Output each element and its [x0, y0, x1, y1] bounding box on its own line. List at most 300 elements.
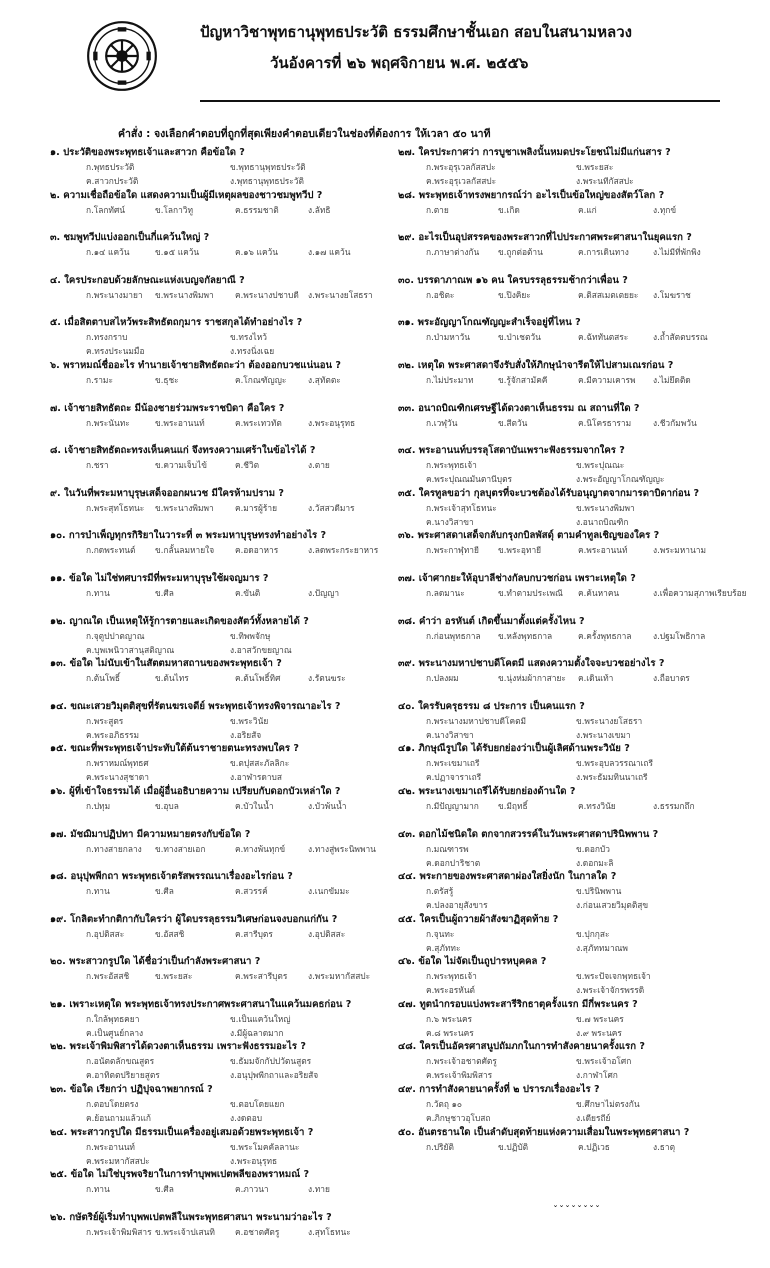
- question-text: ๔๓. ดอกไม้ชนิดใด ตกจากสวรรค์ในวันพระศาสดาปรินิพพาน ?: [398, 828, 659, 840]
- answer-choice[interactable]: ง.พระอัญญาโกณฑัญญะ: [576, 474, 665, 485]
- answer-choice[interactable]: ง.ทาย: [308, 1184, 330, 1195]
- answer-choice[interactable]: ข.หลังพุทธกาล: [498, 630, 553, 641]
- question-text: ๑๙. โกลิตะทำกติกากับใครว่า ผู้ใดบรรลุธรรมวิเศษก่อนจงบอกแก่กัน ?: [50, 913, 338, 925]
- answer-choice[interactable]: ข.ทำตามประเพณี: [498, 587, 563, 598]
- answer-choice[interactable]: ก.ชรา: [86, 460, 109, 471]
- answer-choices: [50, 1012, 390, 1040]
- question-item: [398, 615, 733, 658]
- answer-choice[interactable]: ก.พระพุทธเจ้า: [426, 971, 477, 982]
- answer-choice[interactable]: ง.งดตอบ: [230, 1113, 263, 1124]
- answer-choice[interactable]: ข.นุ่งห่มผ้ากาสายะ: [498, 673, 566, 684]
- answer-choice[interactable]: ง.อริยสัจ: [230, 729, 262, 740]
- answer-choice[interactable]: ง.เนกขัมมะ: [308, 886, 350, 897]
- answer-choice[interactable]: ง.ไม่มีที่พักพิง: [653, 247, 701, 258]
- answer-choice[interactable]: ง.ลดพระกระยาหาร: [308, 545, 379, 556]
- answer-choices: [50, 671, 390, 699]
- answer-choice[interactable]: ก.พระกาฬุทายี: [426, 545, 479, 556]
- answer-choice[interactable]: ข.อัสสชิ: [155, 928, 185, 939]
- answer-choice[interactable]: ก.ภาษาต่างกัน: [426, 247, 480, 258]
- question-text: ๑๒. ญาณใด เป็นเหตุให้รู้การตายและเกิดของสัตว์ทั้งหลายได้ ?: [50, 615, 309, 627]
- instruction-text: คำสั่ง : จงเลือกคำตอบที่ถูกที่สุดเพียงคำตอบเดียวในช่องที่ต้องการ ให้เวลา ๕๐ นาที: [118, 128, 491, 140]
- answer-choice[interactable]: ข.ธัมมจักกัปปวัตนสูตร: [230, 1056, 312, 1067]
- answer-choice[interactable]: ง.ลัทธิ: [308, 204, 331, 215]
- end-mark: ˇˇˇˇˇˇˇˇ: [553, 1205, 601, 1216]
- answer-choice[interactable]: ค.แก่: [578, 204, 597, 215]
- answer-choice[interactable]: ง.ถือบาตร: [653, 673, 690, 684]
- answer-choice[interactable]: ง.กาฬาโศก: [576, 1070, 618, 1081]
- question-text: ๓๕. ใครทูลขอว่า กุลบุตรที่จะบวชต้องได้รับอนุญาตจากมารดาบิดาก่อน ?: [398, 487, 700, 499]
- answer-choices: [398, 842, 733, 870]
- answer-choice[interactable]: ค.นางวิสาขา: [426, 516, 474, 527]
- answer-choice[interactable]: ง.อาฬารดาบส: [230, 772, 282, 783]
- question-item: [398, 700, 733, 743]
- answer-choices: [398, 203, 733, 231]
- answer-choice[interactable]: ก.พระอัสสชิ: [86, 971, 130, 982]
- answer-choice[interactable]: ก.พราหมณ์พุทธศ: [86, 758, 149, 769]
- answer-choice[interactable]: ค.พระอภิธรรม: [86, 729, 139, 740]
- answer-choice[interactable]: ข.เกิด: [498, 204, 520, 215]
- question-item: [50, 1211, 390, 1254]
- answer-choice[interactable]: ข.ธุชะ: [155, 374, 179, 385]
- answer-choice[interactable]: ง.อาสวักขยญาณ: [230, 644, 292, 655]
- answer-choice[interactable]: ก.โลกทัศน์: [86, 204, 125, 215]
- answer-choice[interactable]: ค.ชีวิต: [235, 460, 260, 471]
- answer-choices: [398, 1097, 733, 1125]
- answer-choice[interactable]: ง.พระนางยโสธรา: [308, 289, 373, 300]
- answer-choice[interactable]: ง.ธรรมกถึก: [653, 800, 695, 811]
- answer-choice[interactable]: ง.ชีวกัมพวัน: [653, 417, 697, 428]
- answer-choice[interactable]: ค.สารีบุตร: [235, 928, 273, 939]
- exam-title: ปัญหาวิชาพุทธานุพุทธประวัติ ธรรมศึกษาชั้นเอก สอบในสนามหลวง: [200, 23, 632, 41]
- answer-choice[interactable]: ข.ปิงคิยะ: [498, 289, 531, 300]
- question-item: [50, 487, 390, 530]
- answer-choice[interactable]: ง.ทุกข์: [653, 204, 677, 215]
- question-text: ๖. พราหมณ์ชื่ออะไร ทำนายเจ้าชายสิทธัตถะว่า ต้องออกบวชแน่นอน ?: [50, 359, 341, 371]
- question-item: [50, 402, 390, 445]
- answer-choices: [50, 1054, 390, 1082]
- answer-choice[interactable]: ก.ต้นโพธิ์: [86, 673, 121, 684]
- answer-choice[interactable]: ก.พระนางมายา: [86, 289, 143, 300]
- answer-choice[interactable]: ค.ภิกษุชาวอุโบสถ: [426, 1113, 491, 1124]
- answer-choices: [50, 714, 390, 742]
- answer-choice[interactable]: ข.เป็นแคว้นใหญ่: [230, 1013, 291, 1024]
- question-text: ๓๐. บรรดาภาณพ ๑๖ คน ใครบรรลุธรรมช้ากว่าเพื่อน ?: [398, 274, 628, 286]
- answer-choice[interactable]: ก.พระอานนท์: [86, 1141, 135, 1152]
- question-item: [398, 316, 733, 359]
- answer-choice[interactable]: ก.พระสูตร: [86, 715, 124, 726]
- answer-choices: [398, 586, 747, 614]
- question-item: [398, 402, 733, 445]
- answer-choice[interactable]: ข.พระเจ้าอโศก: [576, 1056, 632, 1067]
- answer-choice[interactable]: ก.อนัตตลักขณสูตร: [86, 1056, 155, 1067]
- answer-choice[interactable]: ก.ทางสายกลาง: [86, 843, 142, 854]
- question-item: [398, 1040, 733, 1083]
- answer-choice[interactable]: ง.ธาตุ: [653, 1141, 676, 1152]
- answer-choice[interactable]: ก.ปทุม: [86, 800, 111, 811]
- question-item: [50, 785, 390, 828]
- answer-choice[interactable]: ค.ขันติ: [235, 587, 261, 598]
- answer-choices: [398, 671, 733, 699]
- answer-choice[interactable]: ง.รัตนฆระ: [308, 673, 346, 684]
- question-item: [398, 572, 747, 615]
- answer-choice[interactable]: ค.อชาตศัตรู: [235, 1226, 280, 1237]
- answer-choice[interactable]: ข.มีฤทธิ์: [498, 800, 528, 811]
- answer-choices: [50, 799, 390, 827]
- answer-choice[interactable]: ข.ทิพพจักษุ: [230, 630, 271, 641]
- answer-choice[interactable]: ง.พุทธานุพุทธประวัติ: [230, 176, 304, 186]
- question-text: ๓๓. อนาถบิณฑิกเศรษฐีได้ดวงตาเห็นธรรม ณ สถานที่ใด ?: [398, 402, 640, 414]
- answer-choice[interactable]: ค.บุพเพนิวาสานุสติญาณ: [86, 644, 175, 655]
- answer-choice[interactable]: ง.ดอกมะลิ: [576, 857, 614, 868]
- answer-choice[interactable]: ข.ปุกกุสะ: [576, 928, 610, 939]
- answer-choice[interactable]: ง.เดียรถีย์: [576, 1113, 611, 1124]
- answer-choice[interactable]: ก.ทาน: [86, 587, 110, 598]
- answer-choice[interactable]: ข.ทางสายเอก: [155, 843, 206, 854]
- answer-choices: [398, 799, 733, 827]
- dharma-wheel-seal-icon: [86, 20, 158, 92]
- answer-choice[interactable]: ก.ทาน: [86, 1184, 110, 1195]
- answer-choice[interactable]: ค.มีความเคารพ: [578, 374, 636, 385]
- answer-choices: [398, 330, 733, 358]
- answer-choice[interactable]: ข.พระยสะ: [155, 971, 193, 982]
- question-item: [398, 487, 733, 530]
- answer-choice[interactable]: ง.พระอนุรุทธ: [308, 417, 356, 428]
- answer-choice[interactable]: ข.พระยสะ: [576, 162, 614, 172]
- answer-choices: [50, 756, 390, 784]
- answer-choice[interactable]: ข.พระอานนท์: [155, 417, 205, 428]
- answer-choice[interactable]: ง.พระอนุรุทธ: [230, 1155, 278, 1166]
- answer-choice[interactable]: ข.พระนางพิมพา: [576, 502, 635, 513]
- answer-choice[interactable]: ข.ปรินิพพาน: [576, 886, 622, 897]
- answer-choice[interactable]: ก.ตรัสรู้: [426, 886, 454, 897]
- answer-choice[interactable]: ค.ธรรมชาติ: [235, 204, 279, 215]
- answer-choice[interactable]: ค.ภาวนา: [235, 1184, 269, 1195]
- exam-date: วันอังคารที่ ๒๖ พฤศจิกายน พ.ศ. ๒๕๕๖: [270, 54, 529, 72]
- answer-choice[interactable]: ค.นางวิสาขา: [426, 729, 474, 740]
- answer-choice[interactable]: ง.โมฆราช: [653, 289, 691, 300]
- answer-choices: [50, 629, 390, 657]
- answer-choice[interactable]: ง.๙ พระนคร: [576, 1027, 622, 1038]
- question-item: [398, 870, 733, 913]
- question-text: ๔. ใครประกอบด้วยลักษณะแห่งเบญจกัลยาณี ?: [50, 274, 245, 286]
- answer-choice[interactable]: ค.อาทิตตปริยายสูตร: [86, 1070, 160, 1081]
- answer-choice[interactable]: ค.ปลงอายุสังขาร: [426, 900, 488, 911]
- answer-choice[interactable]: ก.๑๔ แคว้น: [86, 247, 130, 258]
- answer-choice[interactable]: ค.การเดินทาง: [578, 247, 629, 258]
- answer-choice[interactable]: ข.สีตวัน: [498, 417, 528, 428]
- answer-choice[interactable]: ค.พระนางสุชาดา: [86, 772, 149, 783]
- answer-choice[interactable]: ก.ลดมานะ: [426, 587, 465, 598]
- question-text: ๒. ความเชื่อถือข้อใด แสดงความเป็นผู้มีเหตุผลของชาวชมพูทวีป ?: [50, 189, 323, 201]
- answer-choice[interactable]: ข.ตปุสสะภัลลิกะ: [230, 758, 290, 769]
- answer-choices: [398, 458, 733, 486]
- question-item: [50, 700, 390, 743]
- answer-choice[interactable]: ก.พระนันทะ: [86, 417, 130, 428]
- answer-choice[interactable]: ค.พระอุรุเวลกัสสปะ: [426, 176, 497, 186]
- answer-choice[interactable]: ง.ปฐมโพธิกาล: [653, 630, 706, 641]
- answer-choice[interactable]: ข.ต้นไทร: [155, 673, 189, 684]
- answer-choice[interactable]: ก.กดพระทนต์: [86, 545, 136, 556]
- answer-choice[interactable]: ข.ความเจ็บไข้: [155, 460, 207, 471]
- answer-choice[interactable]: ง.ทางสู่พระนิพพาน: [308, 843, 376, 854]
- answer-choices: [50, 543, 390, 571]
- question-text: ๔๐. ใครรับครุธรรม ๘ ประการ เป็นคนแรก ?: [398, 700, 585, 712]
- question-item: [50, 1083, 390, 1126]
- answer-choice[interactable]: ค.๘ พระนคร: [426, 1027, 474, 1038]
- answer-choices: [50, 1182, 390, 1210]
- answer-choice[interactable]: ข.๑๕ แคว้น: [155, 247, 200, 258]
- question-item: [398, 955, 733, 998]
- answer-choice[interactable]: ง.สุภัททมาณพ: [576, 942, 628, 953]
- question-text: ๒๐. พระสาวกรูปใด ได้ชื่อว่าเป็นกำลังพระศาสนา ?: [50, 956, 261, 968]
- question-text: ๒๖. กษัตริย์ผู้เริ่มทำบุพพเปตพลีในพระพุทธศาสนา พระนามว่าอะไร ?: [50, 1211, 332, 1223]
- answer-choice[interactable]: ข.ป่าเชตวัน: [498, 332, 541, 343]
- answer-choice[interactable]: ก.ทาน: [86, 886, 110, 897]
- answer-choice[interactable]: ค.ติสสเมตเตยยะ: [578, 289, 639, 300]
- answer-choice[interactable]: ข.พระปัจเจกพุทธเจ้า: [576, 971, 651, 982]
- answer-choice[interactable]: ค.พระอานนท์: [578, 545, 628, 556]
- question-text: ๓๘. คำว่า อรหันต์ เกิดขึ้นมาตั้งแต่ครั้งไหน ?: [398, 615, 585, 627]
- question-text: ๒๑. เพราะเหตุใด พระพุทธเจ้าทรงประกาศพระศาสนาในแคว้นมคธก่อน ?: [50, 998, 352, 1010]
- answer-choice[interactable]: ค.เดินเท้า: [578, 673, 614, 684]
- answer-choice[interactable]: ข.ศีล: [155, 1184, 174, 1195]
- question-text: ๗. เจ้าชายสิทธัตถะ มีน้องชายร่วมพระราชบิดา คือใคร ?: [50, 402, 285, 414]
- answer-choice[interactable]: ง.ปัญญา: [308, 587, 340, 598]
- question-text: ๒๗. ใครประกาศว่า การบูชาเพลิงนั้นหมดประโยชน์ไม่มีแก่นสาร ?: [398, 147, 671, 158]
- answer-choice[interactable]: ง.บัวพ้นน้ำ: [308, 800, 347, 811]
- question-text: ๑๖. ผู้ที่เข้าใจธรรมได้ เมื่อผู้อื่นอธิบายความ เปรียบกับดอกบัวเหล่าใด ?: [50, 785, 341, 797]
- question-text: ๓๗. เจ้าศากยะให้อุบาลีช่างกัลบกบวชก่อน เพราะเหตุใด ?: [398, 572, 636, 584]
- answer-choice[interactable]: ก.ใกล้พุทธคยา: [86, 1013, 140, 1024]
- answer-choice[interactable]: ง.๑๗ แคว้น: [308, 247, 351, 258]
- question-item: [50, 359, 390, 402]
- answer-choice[interactable]: ข.พระนางพิมพา: [155, 289, 214, 300]
- question-item: [50, 1126, 390, 1169]
- answer-choice[interactable]: ข.ศึกษาไม่ตรงกัน: [576, 1099, 640, 1110]
- question-item: [50, 870, 390, 913]
- answer-choice[interactable]: ก.๖ พระนคร: [426, 1013, 473, 1024]
- question-text: ๔๕. ใครเป็นผู้ถวายผ้าสังฆาฏิสุดท้าย ?: [398, 913, 559, 925]
- question-text: ๑๑. ข้อใด ไม่ใช่ทศบารมีที่พระมหาบุรุษใช้ผจญมาร ?: [50, 572, 269, 584]
- answer-choice[interactable]: ค.สุภัททะ: [426, 942, 461, 953]
- question-text: ๑๓. ข้อใด ไม่นับเข้าในสัตตมหาสถานของพระพุทธเจ้า ?: [50, 658, 282, 670]
- question-item: [398, 913, 733, 956]
- answer-choice[interactable]: ข.โลกาวิทู: [155, 204, 194, 215]
- answer-choice[interactable]: ค.ทรงวินัย: [578, 800, 616, 811]
- answer-choice[interactable]: ค.เป็นศูนย์กลาง: [86, 1027, 144, 1038]
- question-text: ๑๐. การบำเพ็ญทุกรกิริยาในวาระที่ ๓ พระมหาบุรุษทรงทำอย่างไร ?: [50, 530, 327, 542]
- answer-choice[interactable]: ก.ไม่ประมาท: [426, 374, 474, 385]
- answer-choice[interactable]: ค.ปฏาจาราเถรี: [426, 772, 482, 783]
- question-item: [398, 742, 733, 785]
- answer-choice[interactable]: ข.พระปุณณะ: [576, 460, 625, 471]
- answer-choice[interactable]: ค.อดอาหาร: [235, 545, 279, 556]
- question-item: [50, 998, 390, 1041]
- question-text: ๘. เจ้าชายสิทธัตถะทรงเห็นคนแก่ จึงทรงความเศร้าในข้อไรได้ ?: [50, 445, 316, 457]
- answer-choice[interactable]: ก.พระพุทธเจ้า: [426, 460, 477, 471]
- answer-choice[interactable]: ข.กลั้นลมหายใจ: [155, 545, 215, 556]
- answer-choice[interactable]: ง.พระนทีกัสสปะ: [576, 176, 634, 186]
- answer-choice[interactable]: ก.พระเจ้าอชาตศัตรู: [426, 1056, 497, 1067]
- answer-choice[interactable]: ค.ปฏิเวธ: [578, 1141, 610, 1152]
- question-text: ๕๐. อันตรธานใด เป็นลำดับสุดท้ายแห่งความเสื่อมในพระพุทธศาสนา ?: [398, 1126, 690, 1138]
- answer-choice[interactable]: ก.รามะ: [86, 374, 113, 385]
- answer-choice[interactable]: ค.ดอกปาริชาต: [426, 857, 481, 868]
- question-item: [398, 529, 733, 572]
- answer-choice[interactable]: ง.มีผู้ฉลาดมาก: [230, 1027, 284, 1038]
- answer-choice[interactable]: ข.ทรงไหว้: [230, 332, 267, 343]
- answer-choice[interactable]: ง.สุทโธทนะ: [308, 1226, 351, 1237]
- answer-choice[interactable]: ก.อุปติสสะ: [86, 928, 125, 939]
- answer-choice[interactable]: ก.จุตูปปาตญาณ: [86, 630, 145, 641]
- answer-choice[interactable]: ข.ถูกต่อต้าน: [498, 247, 543, 258]
- answer-choice[interactable]: ค.ย้อนถามแล้วแก้: [86, 1113, 151, 1124]
- answer-choice[interactable]: ง.ไม่ยึดติด: [653, 374, 691, 385]
- question-item: [50, 1168, 390, 1211]
- question-item: [398, 785, 733, 828]
- answer-choice[interactable]: ค.พระเทวทัต: [235, 417, 282, 428]
- answer-choice[interactable]: ข.พระเจ้าปเสนทิ: [155, 1226, 215, 1237]
- answer-choice[interactable]: ง.อนุปุพพีกถาและอริยสัจ: [230, 1070, 319, 1081]
- answer-choice[interactable]: ข.อุบล: [155, 800, 179, 811]
- answer-choice[interactable]: ก.ก่อนพุทธกาล: [426, 630, 481, 641]
- answer-choice[interactable]: ก.พระเจ้าสุทโธทนะ: [426, 502, 497, 513]
- answer-choice[interactable]: ข.พระอุทายี: [498, 545, 542, 556]
- answer-choice[interactable]: ข.พระนางยโสธรา: [576, 715, 643, 726]
- answer-choice[interactable]: ข.พุทธานุพุทธประวัติ: [230, 162, 306, 172]
- answer-choice[interactable]: ข.ศีล: [155, 886, 174, 897]
- answer-choice[interactable]: ก.วัตถุ ๑๐: [426, 1099, 463, 1110]
- answer-choice[interactable]: ค.พระเจ้าพิมพิสาร: [426, 1070, 493, 1081]
- question-text: ๓๖. พระศาสดาเสด็จกลับกรุงกบิลพัสดุ์ ตามคำทูลเชิญของใคร ?: [398, 530, 660, 542]
- answer-choice[interactable]: ค.ทางพ้นทุกข์: [235, 843, 286, 854]
- answer-choice[interactable]: ค.พระสารีบุตร: [235, 971, 288, 982]
- answer-choices: [50, 1225, 390, 1253]
- answer-choice[interactable]: ง.พระธัมมทินนาเถรี: [576, 772, 648, 783]
- answer-choices: [50, 927, 390, 955]
- answer-choice[interactable]: ข.พระนางพิมพา: [155, 502, 214, 513]
- answer-choices: [398, 969, 733, 997]
- answer-choice[interactable]: ค.มารผู้ร้าย: [235, 502, 278, 513]
- question-text: ๑๘. อนุปุพพีกถา พระพุทธเจ้าตรัสพรรณนาเรื่องอะไรก่อน ?: [50, 871, 293, 883]
- answer-choice[interactable]: ก.พุทธประวัติ: [86, 162, 135, 172]
- answer-choice[interactable]: ค.๑๖ แคว้น: [235, 247, 278, 258]
- question-item: [398, 828, 733, 871]
- answer-choice[interactable]: ค.บัวในน้ำ: [235, 800, 274, 811]
- answer-choice[interactable]: ง.ทรงนิ่งเฉย: [230, 346, 275, 357]
- question-item: [50, 828, 390, 871]
- answer-choice[interactable]: ค.ฉัททันตสระ: [578, 332, 629, 343]
- answer-choice[interactable]: ค.ทรงประนมมือ: [86, 346, 145, 357]
- questions-column-left: [50, 146, 390, 1253]
- answer-choices: [398, 1140, 733, 1168]
- answer-choice[interactable]: ก.จุนทะ: [426, 928, 455, 939]
- answer-choice[interactable]: ง.อนาถบิณฑิก: [576, 516, 629, 527]
- question-item: [50, 742, 390, 785]
- answer-choices: [398, 543, 733, 571]
- answer-choice[interactable]: ค.พระมหากัสสปะ: [86, 1155, 150, 1166]
- answer-choice[interactable]: ก.มีปัญญามาก: [426, 800, 479, 811]
- answer-choice[interactable]: ก.ทรงกราบ: [86, 332, 128, 343]
- answer-choices: [50, 501, 390, 529]
- answer-choice[interactable]: ค.นิโครธาราม: [578, 417, 632, 428]
- answer-choice[interactable]: ค.ครั้งพุทธกาล: [578, 630, 632, 641]
- answer-choices: [398, 927, 733, 955]
- answer-choice[interactable]: ข.พระอุบลวรรณาเถรี: [576, 758, 653, 769]
- answer-choice[interactable]: ก.ปลงผม: [426, 673, 459, 684]
- answer-choice[interactable]: ก.ตอบโดยตรง: [86, 1099, 139, 1110]
- answer-choice[interactable]: ค.ค้นหาคน: [578, 587, 620, 598]
- answer-choice[interactable]: ข.พระวินัย: [230, 715, 269, 726]
- answer-choice[interactable]: ก.มณฑารพ: [426, 843, 469, 854]
- answer-choices: [50, 245, 390, 273]
- answer-choice[interactable]: ก.พระนางมหาปชาบดีโคตมี: [426, 715, 527, 726]
- answer-choices: [50, 1140, 390, 1168]
- answer-choice[interactable]: ก.ป่ามหาวัน: [426, 332, 470, 343]
- question-item: [398, 274, 733, 317]
- answer-choice[interactable]: ข.ปฏิบัติ: [498, 1141, 529, 1152]
- answer-choice[interactable]: ข.๗ พระนคร: [576, 1013, 624, 1024]
- answer-choice[interactable]: ค.พระอรหันต์: [426, 985, 475, 996]
- answer-choices: [50, 203, 390, 231]
- answer-choice[interactable]: ข.พระโมคคัลลานะ: [230, 1141, 300, 1152]
- answer-choice[interactable]: ค.สาวกประวัติ: [86, 176, 139, 186]
- answer-choice[interactable]: ข.ศีล: [155, 587, 174, 598]
- question-item: [398, 1126, 733, 1169]
- answer-choice[interactable]: ค.สวรรค์: [235, 886, 268, 897]
- answer-choices: [50, 969, 390, 997]
- answer-choice[interactable]: ค.ต้นโพธิ์ทิศ: [235, 673, 281, 684]
- answer-choice[interactable]: ค.พระนางปชาบดี: [235, 289, 299, 300]
- answer-choice[interactable]: ง.พระมหากัสสปะ: [308, 971, 371, 982]
- answer-choice[interactable]: ก.ตาย: [426, 204, 449, 215]
- answer-choice[interactable]: ก.พระอุรุเวลกัสสปะ: [426, 162, 496, 172]
- answer-choice[interactable]: ก.พระเจ้าพิมพิสาร: [86, 1226, 152, 1237]
- answer-choice[interactable]: ง.พระนางเขมา: [576, 729, 631, 740]
- answer-choice[interactable]: ก.เวฬุวัน: [426, 417, 458, 428]
- question-text: ๔๔. พระกายของพระศาสดาผ่องใสยิ่งนัก ในกาลใด ?: [398, 871, 617, 883]
- answer-choices: [50, 1097, 390, 1125]
- question-text: ๔๑. ภิกษุณีรูปใด ได้รับยกย่องว่าเป็นผู้เลิศด้านพระวินัย ?: [398, 743, 630, 755]
- answer-choice[interactable]: ง.ตาย: [308, 460, 330, 471]
- answer-choice[interactable]: ค.พระปุณณมันตานีบุตร: [426, 474, 513, 485]
- answer-choices: [398, 629, 733, 657]
- answer-choice[interactable]: ง.สุทัตตะ: [308, 374, 341, 385]
- answer-choices: [398, 416, 733, 444]
- answer-choice[interactable]: ง.พระเจ้าจักรพรรดิ: [576, 985, 645, 996]
- answer-choice[interactable]: ก.ปริยัติ: [426, 1141, 454, 1152]
- question-text: ๓๒. เหตุใด พระศาสดาจึงรับสั่งให้ภิกษุนำจารีตให้ไปสามเณรก่อน ?: [398, 359, 674, 371]
- answer-choice[interactable]: ก.อชิตะ: [426, 289, 455, 300]
- answer-choice[interactable]: ข.รู้จักสามัคคี: [498, 374, 548, 385]
- answer-choice[interactable]: ง.ถ้ำสัตตบรรณ: [653, 332, 708, 343]
- header-divider: [200, 100, 720, 102]
- question-text: ๔๘. ใครเป็นอัครศาสนูปถัมภกในการทำสังคายนาครั้งแรก ?: [398, 1041, 645, 1053]
- question-text: ๑. ประวัติของพระพุทธเจ้าและสาวก คือข้อใด ?: [50, 147, 245, 158]
- answer-choice[interactable]: ก.พระเขมาเถรี: [426, 758, 480, 769]
- answer-choices: [398, 160, 733, 188]
- answer-choice[interactable]: ง.เพื่อความสุภาพเรียบร้อย: [653, 587, 747, 598]
- question-item: [50, 146, 390, 189]
- answer-choice[interactable]: ก.พระสุทโธทนะ: [86, 502, 145, 513]
- answer-choice[interactable]: ง.วัสสวดีมาร: [308, 502, 355, 513]
- answer-choice[interactable]: ข.ตอบโดยแยก: [230, 1099, 285, 1110]
- answer-choice[interactable]: ง.อุปติสสะ: [308, 928, 346, 939]
- answer-choice[interactable]: ง.ก่อนเสวยวิมุตติสุข: [576, 900, 649, 911]
- answer-choice[interactable]: ค.โกณฑัญญะ: [235, 374, 287, 385]
- answer-choice[interactable]: ข.ดอกบัว: [576, 843, 610, 854]
- answer-choice[interactable]: ง.พระมหานาม: [653, 545, 706, 556]
